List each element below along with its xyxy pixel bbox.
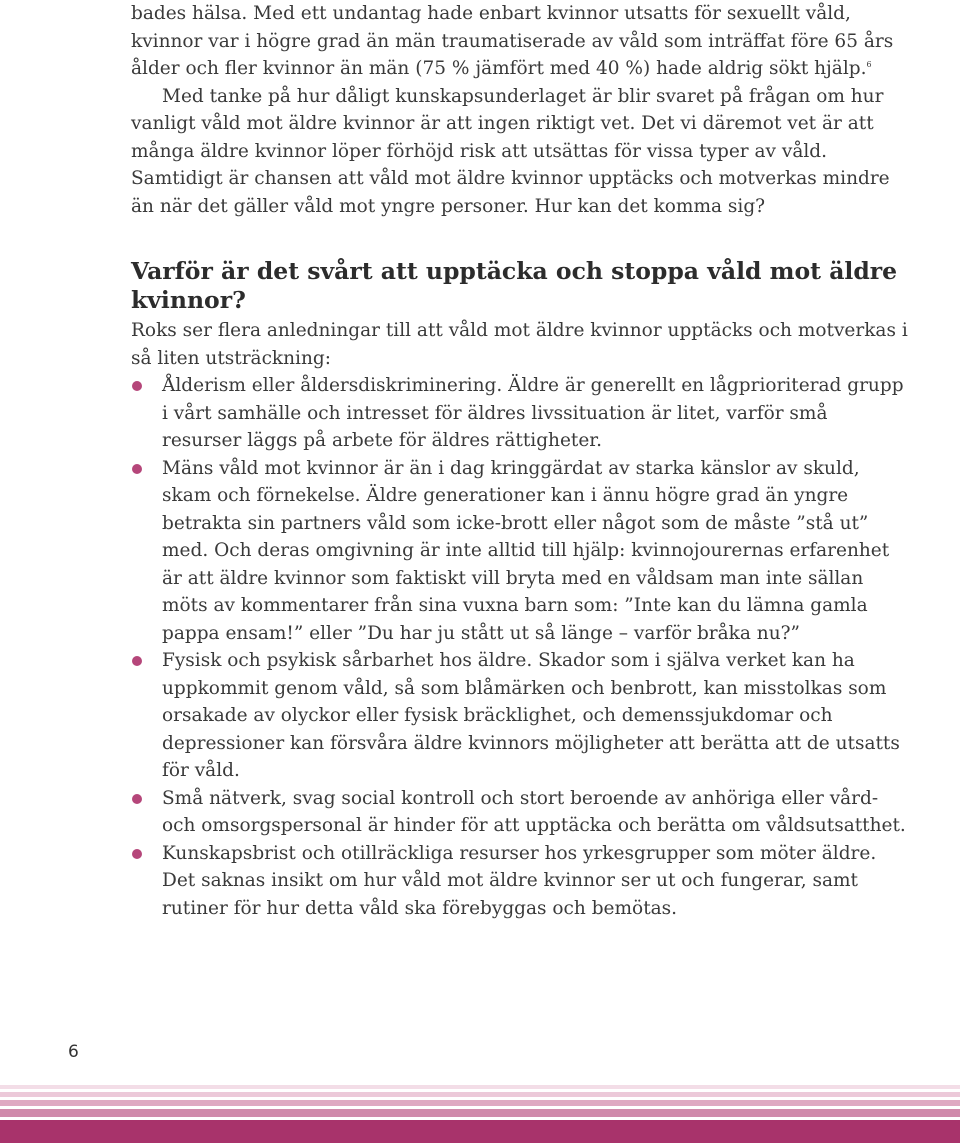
intro-paragraph [131,0,911,83]
list-item-text: Ålderism eller åldersdiskriminering. Äldre är generellt en lågprioriterad grupp i vårt samhälle och intresset för äldres livssituation är litet, varför små resurser läggs på arbete för äldres rättigheter. [162,375,904,451]
list-item [131,647,911,785]
stripe-dark [0,1120,960,1143]
section-heading: Varför är det svårt att upptäcka och stoppa våld mot äldre kvinnor? [131,257,898,314]
bullet-icon [132,794,142,804]
bullet-icon [132,656,142,666]
list-item [131,840,911,923]
list-item-text: Mäns våld mot kvinnor är än i dag kringgärdat av starka känslor av skuld, skam och förnekelse. Äldre generationer kan i ännu högre grad än yngre betrakta sin partners våld som icke-brott eller något som de måste ”stå ut” med. Och deras omgivning är inte alltid till hjälp: kvinnojourernas erfarenhet är att äldre kvinnor som faktiskt vill bryta med en våldsam man inte sällan möts av kommentarer från sina vuxna barn som: ”Inte kan du lämna gamla pappa ensam!” eller ”Du har ju stått ut så länge – varför bråka nu?” [162,457,890,644]
list-item [131,372,911,455]
intro-text: bades hälsa. Med ett undantag hade enbart kvinnor utsatts för sexuellt våld, kvinnor var i högre grad än män traumatiserade av våld som inträffat före 65 års ålder och fler kvinnor än män (75 % jämfört med 40 %) hade aldrig sökt hjälp. [131,3,894,79]
lead-paragraph: Roks ser flera anledningar till att våld mot äldre kvinnor upptäcks och motverkas i så liten utsträckning: [131,320,908,369]
list-item-text: Små nätverk, svag social kontroll och stort beroende av anhöriga eller vård- och omsorgspersonal är hinder för att upptäcka och berätta om våldsutsatthet. [162,787,906,836]
list-item [131,785,911,840]
footnote-reference: 6 [866,59,872,69]
stripe-light [0,1092,960,1097]
footer-decoration [0,1085,960,1143]
reasons-list [131,372,911,922]
body-paragraph: Med tanke på hur dåligt kunskapsunderlaget är blir svaret på frågan om hur vanligt våld mot äldre kvinnor är att ingen riktigt vet. Det vi däremot vet är att många äldre kvinnor löper förhöjd risk att utsättas för vissa typer av våld. Samtidigt är chansen att våld mot äldre kvinnor upptäcks och motverkas mindre än när det gäller våld mot yngre personer. Hur kan det komma sig? [131,85,890,217]
list-item [131,455,911,648]
stripe-light [0,1085,960,1089]
stripe-light [0,1100,960,1106]
stripe-light [0,1109,960,1117]
bullet-icon [132,381,142,391]
list-item-text: Fysisk och psykisk sårbarhet hos äldre. Skador som i själva verket kan ha uppkommit genom våld, så som blåmärken och benbrott, kan misstolkas som orsakade av olyckor eller fysisk bräcklighet, och demenssjukdomar och depressioner kan försvåra äldre kvinnors möjligheter att berätta att de utsatts för våld. [162,650,900,781]
list-item-text: Kunskapsbrist och otillräckliga resurser hos yrkesgrupper som möter äldre. Det saknas insikt om hur våld mot äldre kvinnor ser ut och fungerar, samt rutiner för hur detta våld ska förebyggas och bemötas. [162,842,877,919]
bullet-icon [132,849,142,859]
document-body [131,0,911,922]
bullet-icon [132,464,142,474]
page-number: 6 [68,1042,79,1062]
